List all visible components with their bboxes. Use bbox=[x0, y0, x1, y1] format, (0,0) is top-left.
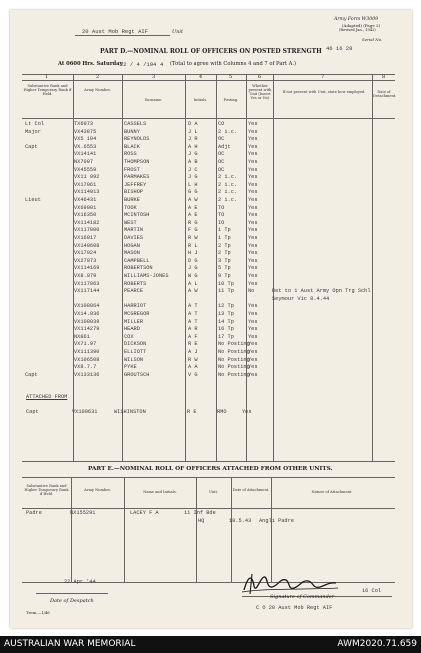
row-number: VX106508 bbox=[74, 356, 100, 363]
row-initials: D G bbox=[188, 257, 198, 264]
row-present: Yes bbox=[248, 349, 258, 355]
row-present: Yes bbox=[248, 303, 258, 310]
row-initials: A B bbox=[188, 159, 198, 165]
row-present: Yes bbox=[248, 318, 258, 325]
row-initials: R W bbox=[188, 235, 198, 241]
e-row-date: 18.5.43 bbox=[229, 518, 252, 524]
row-present: Yes bbox=[248, 159, 258, 165]
row-posting: Adjt bbox=[218, 143, 231, 150]
row-posting: 2 i.c. bbox=[218, 128, 238, 135]
row-posting: 10 Tp bbox=[218, 280, 234, 287]
row-posting: No Posting bbox=[218, 341, 250, 348]
row-surname: HARRIOT bbox=[124, 303, 147, 310]
row-initials: H J bbox=[188, 250, 198, 257]
archive-id: AWM2020.71.659 bbox=[337, 639, 417, 649]
row-initials: J G bbox=[188, 174, 198, 181]
print-code: Trem.—1/46 bbox=[26, 610, 50, 615]
row-present: Yes bbox=[248, 333, 258, 340]
row-posting: 2 i.c. bbox=[218, 174, 238, 181]
row-present: Yes bbox=[248, 265, 258, 272]
form-title: Army Form W3009 bbox=[334, 17, 379, 22]
row-posting: IO bbox=[218, 219, 225, 226]
row-posting: 16 Tp bbox=[218, 326, 234, 333]
signature-rank: 16 Col bbox=[362, 588, 382, 594]
row-posting: 12 Tp bbox=[218, 303, 234, 310]
row-number: NX7097 bbox=[74, 159, 94, 165]
row-initials: R E bbox=[188, 341, 198, 348]
row-initials: J G bbox=[188, 265, 198, 272]
e-head-nature: Nature of Attachment. bbox=[311, 490, 353, 494]
row-present: Yes bbox=[248, 326, 258, 333]
form-sub1: (Adapted) (Page 2) bbox=[342, 23, 381, 28]
serial-label: Serial No. bbox=[362, 37, 383, 42]
row-number: VX108064 bbox=[74, 303, 100, 310]
extra-present: Yes bbox=[242, 409, 252, 415]
row-rank: Lieut bbox=[25, 197, 41, 203]
row-surname: MILLER bbox=[124, 318, 144, 325]
row-initials: G G bbox=[188, 189, 198, 196]
row-initials: D A bbox=[188, 121, 198, 127]
row-posting: No Posting bbox=[218, 349, 250, 355]
row-posting: 2 Tp bbox=[218, 242, 231, 249]
col-head-surname: Surname. bbox=[144, 98, 163, 102]
row-surname: BURKE bbox=[124, 197, 140, 203]
serial-value: 46 16 28 bbox=[326, 45, 353, 52]
col-head-present: Whether present with Unit (Insert Yes or No) bbox=[248, 84, 272, 101]
row-surname: DICKSON bbox=[124, 341, 147, 348]
col-num-4: 4 bbox=[199, 74, 203, 80]
col-head-initials: Initials. bbox=[193, 98, 208, 102]
row-surname: PYKE bbox=[124, 364, 137, 371]
row-present: Yes bbox=[248, 242, 258, 249]
despatch-date: 22 Apr '44 bbox=[64, 579, 96, 585]
col-head-employed: If not present with Unit, state how employed. bbox=[282, 90, 366, 94]
e-row-rank: Padre bbox=[26, 510, 42, 516]
col-num-3: 3 bbox=[152, 74, 156, 80]
row-number: VX16017 bbox=[74, 235, 97, 241]
row-posting: CO bbox=[218, 121, 225, 127]
extra-posting: RMO bbox=[217, 409, 227, 415]
row-number: VX117144 bbox=[74, 288, 100, 295]
row-posting: TO bbox=[218, 204, 225, 211]
col-num-8: 8 bbox=[382, 74, 386, 80]
row-surname: REYNOLDS bbox=[124, 136, 150, 143]
row-posting: 2 i.c. bbox=[218, 181, 238, 188]
attached-label: ATTACHED FROM bbox=[26, 394, 68, 400]
row-posting: 2 i.c. bbox=[218, 197, 238, 203]
part-d-title: PART D.—NOMINAL ROLL OF OFFICERS ON POSTED STRENGTH bbox=[100, 48, 322, 55]
row-number: VX8.7.7 bbox=[74, 364, 97, 371]
signature-unit: C O 20 Aust Mob Regt AIF bbox=[256, 605, 333, 611]
row-initials: A E bbox=[188, 212, 198, 219]
at-date: 22 / 4 /194 bbox=[120, 61, 157, 68]
extra-initials: R E bbox=[187, 409, 197, 415]
row-posting: 1 Tp bbox=[218, 235, 231, 241]
e-head-name: Name and Initials. bbox=[143, 490, 177, 494]
row-present: Yes bbox=[248, 257, 258, 264]
row-surname: FROST bbox=[124, 166, 140, 173]
row-number: VX108039 bbox=[74, 318, 100, 325]
row-number: VX16350 bbox=[74, 212, 97, 219]
row-number: VX14.036 bbox=[74, 311, 100, 317]
row-number: VX117000 bbox=[74, 227, 100, 234]
signature-label: Signature of Commander bbox=[270, 594, 335, 600]
row-surname: BISHOP bbox=[124, 189, 144, 196]
row-present: Yes bbox=[248, 250, 258, 257]
row-posting: TO bbox=[218, 212, 225, 219]
e-row-number: NX155291 bbox=[70, 510, 96, 516]
row-posting: OC bbox=[218, 136, 225, 143]
row-surname: PARMAKES bbox=[124, 174, 150, 181]
row-present: Yes bbox=[248, 212, 258, 219]
row-initials: L H bbox=[188, 181, 198, 188]
row-initials: A T bbox=[188, 318, 198, 325]
row-number: VX69001 bbox=[74, 204, 97, 211]
row-surname: BUNNY bbox=[124, 128, 140, 135]
row-initials: J L bbox=[188, 128, 198, 135]
unit-label: Unit bbox=[172, 29, 184, 35]
form-sub2: (Revised Jan., 1942) bbox=[339, 28, 376, 32]
row-note: Seymour Vic 8.4.44 bbox=[272, 295, 330, 302]
row-posting: 2 i.c. bbox=[218, 189, 238, 196]
row-initials: A J bbox=[188, 349, 198, 355]
col-num-7: 7 bbox=[321, 74, 325, 80]
row-posting: 11 Tp bbox=[218, 288, 234, 295]
row-initials: R G bbox=[188, 219, 198, 226]
col-head-detach: Date of Detachment. bbox=[373, 90, 397, 99]
row-present: Yes bbox=[248, 204, 258, 211]
extra-surname: WISHINSTON bbox=[114, 409, 146, 415]
row-present: Yes bbox=[248, 197, 258, 203]
e-row-name: LACEY F A bbox=[130, 510, 159, 516]
document-page bbox=[10, 10, 412, 628]
row-present: Yes bbox=[248, 189, 258, 196]
col-head-posting: Posting. bbox=[223, 98, 239, 102]
row-present: Yes bbox=[248, 273, 258, 279]
row-number: VX71.97 bbox=[74, 341, 97, 348]
row-number: VX114169 bbox=[74, 265, 100, 272]
despatch-label: Date of Despatch bbox=[50, 598, 94, 604]
row-posting: 3 Tp bbox=[218, 257, 231, 264]
row-surname: MASON bbox=[124, 250, 140, 257]
row-initials: A R bbox=[188, 326, 198, 333]
row-surname: CAMPBELL bbox=[124, 257, 150, 264]
row-initials: R W bbox=[188, 356, 198, 363]
row-initials: A H bbox=[188, 143, 198, 150]
row-number: VX111390 bbox=[74, 349, 100, 355]
row-posting: OC bbox=[218, 166, 225, 173]
row-rank: Capt bbox=[25, 371, 38, 378]
col-head-number: Army Number. bbox=[84, 88, 111, 92]
row-number: VX114013 bbox=[74, 189, 100, 196]
row-posting: 9 Tp bbox=[218, 273, 231, 279]
row-present: Yes bbox=[248, 356, 258, 363]
row-posting: OC bbox=[218, 159, 225, 165]
row-posting: No Posting bbox=[218, 364, 250, 371]
e-row-unit2: HQ bbox=[198, 518, 205, 524]
row-surname: WILLIAMS-JONES bbox=[124, 273, 169, 279]
row-initials: F G bbox=[188, 227, 198, 234]
extra-number: VX100631 bbox=[72, 409, 98, 415]
row-surname: CASSELS bbox=[124, 121, 147, 127]
row-surname: GROUTSCH bbox=[124, 371, 150, 378]
archive-name: AUSTRALIAN WAR MEMORIAL bbox=[4, 639, 136, 649]
row-initials: A F bbox=[188, 333, 198, 340]
row-surname: HOGAN bbox=[124, 242, 140, 249]
row-rank: Lt Col bbox=[25, 121, 45, 127]
row-initials: A A bbox=[188, 364, 198, 371]
row-present: Yes bbox=[248, 227, 258, 234]
row-number: VX17061 bbox=[74, 181, 97, 188]
row-surname: JEFFREY bbox=[124, 181, 147, 188]
row-note: Det to 1 Aust Army Opn Trg Schl bbox=[272, 288, 371, 295]
row-surname: DAVIES bbox=[124, 235, 144, 241]
row-initials: J G bbox=[188, 151, 198, 158]
row-initials: A W bbox=[188, 197, 198, 203]
e-head-rank: Substantive Rank and Higher Temporary Rank if Held. bbox=[24, 484, 69, 497]
row-number: NX861 bbox=[74, 333, 90, 340]
col-num-2: 2 bbox=[96, 74, 100, 80]
row-initials: A L bbox=[188, 280, 198, 287]
row-initials: A T bbox=[188, 303, 198, 310]
row-present: Yes bbox=[248, 181, 258, 188]
table-row bbox=[22, 372, 402, 380]
unit-typed: 20 Aust Mob Regt AIF bbox=[82, 28, 149, 35]
row-posting: 1 Tp bbox=[218, 227, 231, 234]
row-initials: A W bbox=[188, 288, 198, 295]
row-number: TX6073 bbox=[74, 121, 94, 127]
row-surname: TOOK bbox=[124, 204, 137, 211]
row-surname: MARTIN bbox=[124, 227, 144, 234]
at-year: 4 bbox=[160, 61, 164, 68]
row-present: Yes bbox=[248, 364, 258, 371]
row-present: Yes bbox=[248, 166, 258, 173]
row-present: Yes bbox=[248, 371, 258, 378]
row-initials: V G bbox=[188, 371, 198, 378]
row-surname: ELLIOTT bbox=[124, 349, 147, 355]
row-posting: No Posting bbox=[218, 356, 250, 363]
row-initials: J C bbox=[188, 166, 198, 173]
archive-footer bbox=[0, 636, 421, 653]
total-note: (Total to agree with Columns 4 and 7 of Part A.) bbox=[170, 61, 297, 67]
row-posting: 14 Tp bbox=[218, 318, 234, 325]
row-surname: THOMPSON bbox=[124, 159, 150, 165]
e-head-unit: Unit. bbox=[208, 490, 219, 494]
row-number: VX45559 bbox=[74, 166, 97, 173]
row-posting: OC bbox=[218, 151, 225, 158]
row-surname: COX bbox=[124, 333, 134, 340]
row-present: Yes bbox=[248, 235, 258, 241]
row-number: VX14141 bbox=[74, 151, 97, 158]
row-number: VX8.079 bbox=[74, 273, 97, 279]
row-number: VX43875 bbox=[74, 128, 97, 135]
row-rank: Capt bbox=[25, 143, 38, 150]
row-number: VX117063 bbox=[74, 280, 100, 287]
row-number: VX17024 bbox=[74, 250, 97, 257]
row-present: Yes bbox=[248, 219, 258, 226]
at-label: At 0600 Hrs. Saturday bbox=[58, 61, 123, 67]
row-surname: WILSON bbox=[124, 356, 144, 363]
e-row-unit1: 11 Inf Bde bbox=[184, 510, 216, 516]
row-number: VX140608 bbox=[74, 242, 100, 249]
row-surname: BLACK bbox=[124, 143, 140, 150]
e-head-date: Date of Attachment. bbox=[232, 488, 270, 492]
row-present: Yes bbox=[248, 151, 258, 158]
row-posting: No Posting bbox=[218, 371, 250, 378]
row-present: Yes bbox=[248, 128, 258, 135]
extra-rank: Capt bbox=[26, 409, 39, 415]
row-present: Yes bbox=[248, 143, 258, 150]
row-posting: 13 Tp bbox=[218, 311, 234, 317]
row-rank: Major bbox=[25, 128, 41, 135]
row-number: VX133136 bbox=[74, 371, 100, 378]
row-initials: R L bbox=[188, 242, 198, 249]
row-initials: J R bbox=[188, 136, 198, 143]
part-e-title: PART E.—NOMINAL ROLL OF OFFICERS ATTACHED FROM OTHER UNITS. bbox=[88, 466, 333, 472]
row-initials: W G bbox=[188, 273, 198, 279]
row-surname: HEARD bbox=[124, 326, 140, 333]
col-num-5: 5 bbox=[229, 74, 233, 80]
row-present: Yes bbox=[248, 280, 258, 287]
e-row-nature: Angli Padre bbox=[259, 518, 294, 524]
row-surname: MCINTOSH bbox=[124, 212, 150, 219]
row-posting: 2 Tp bbox=[218, 250, 231, 257]
row-surname: MCGREGOR bbox=[124, 311, 150, 317]
col-num-6: 6 bbox=[258, 74, 262, 80]
row-number: VX114182 bbox=[74, 219, 100, 226]
row-initials: A E bbox=[188, 204, 198, 211]
row-surname: WEST bbox=[124, 219, 137, 226]
row-number: VX.6553 bbox=[74, 143, 97, 150]
row-surname: ROBERTSON bbox=[124, 265, 153, 272]
row-surname: ROBERTS bbox=[124, 280, 147, 287]
row-posting: 17 Tp bbox=[218, 333, 234, 340]
col-head-rank: Substantive Rank and Higher Temporary Rank if Held. bbox=[23, 84, 72, 97]
e-head-number: Army Number. bbox=[84, 488, 111, 492]
row-number: VX11 092 bbox=[74, 174, 100, 181]
row-present: Yes bbox=[248, 174, 258, 181]
col-num-1: 1 bbox=[45, 74, 49, 80]
row-present: Yes bbox=[248, 341, 258, 348]
row-present: Yes bbox=[248, 136, 258, 143]
row-number: VX5 194 bbox=[74, 136, 97, 143]
row-initials: A T bbox=[188, 311, 198, 317]
row-present: No bbox=[248, 288, 255, 295]
row-number: VX46431 bbox=[74, 197, 97, 203]
row-posting: 5 Tp bbox=[218, 265, 231, 272]
row-number: VX27073 bbox=[74, 257, 97, 264]
row-surname: ROSS bbox=[124, 151, 137, 158]
row-present: Yes bbox=[248, 121, 258, 127]
row-surname: PEARCE bbox=[124, 288, 144, 295]
row-number: VX114279 bbox=[74, 326, 100, 333]
row-present: Yes bbox=[248, 311, 258, 317]
